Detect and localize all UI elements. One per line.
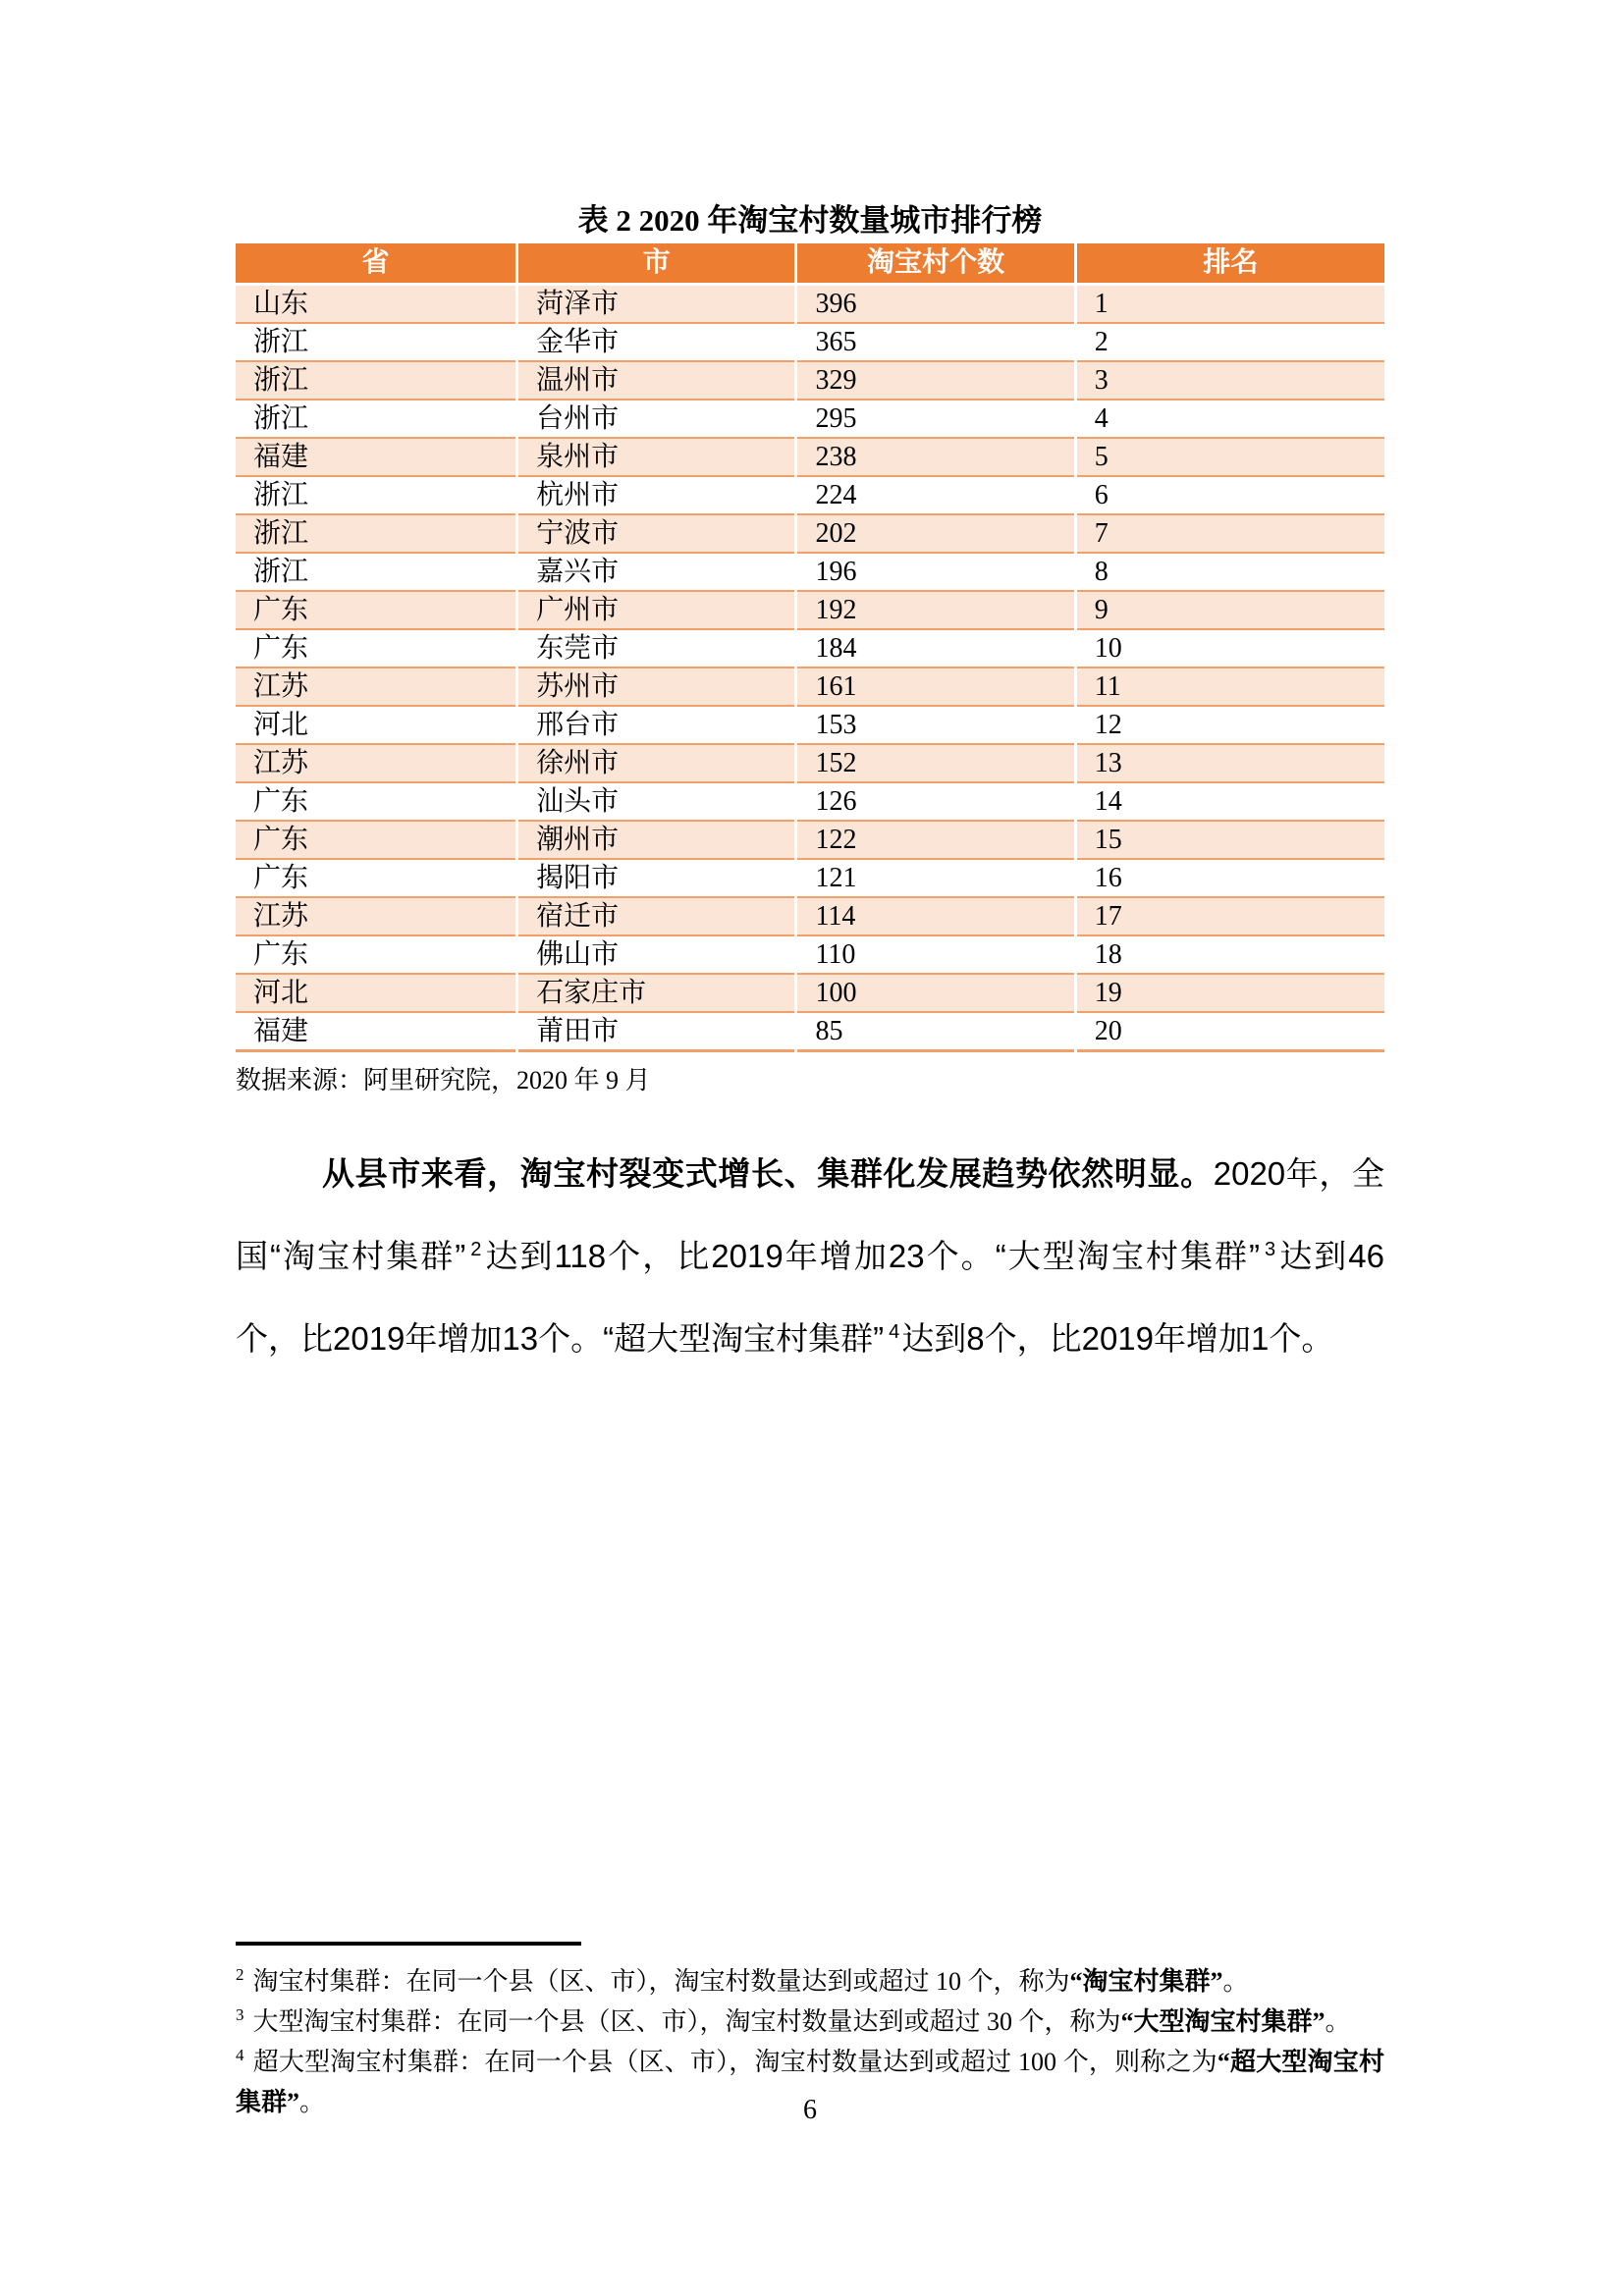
cell-rank: 13 [1075,744,1384,782]
cell-count: 238 [796,438,1075,476]
footnote-marker: 2 [236,1965,244,1985]
footnote [236,1961,1384,2002]
footnote-segment: “超大型淘宝村集群” [236,2048,1384,2116]
footnote-marker: 4 [236,2046,244,2065]
footnote-segment: 。 [1325,2007,1351,2036]
cell-rank: 10 [1075,629,1384,667]
cell-rank: 2 [1075,323,1384,361]
table-row [236,476,1384,514]
footnote-marker: 3 [236,2005,244,2025]
paragraph-segment: 达到8个，比2019年增加1个。 [901,1320,1334,1357]
cell-count: 365 [796,323,1075,361]
paragraph-footnote-ref: 4 [889,1321,900,1343]
cell-count: 396 [796,285,1075,324]
footnote-segment: 超大型淘宝村集群：在同一个县（区、市），淘宝村数量达到或超过 100 个，则称之为 [252,2048,1217,2076]
cell-province: 浙江 [236,476,517,514]
cell-rank: 15 [1075,821,1384,859]
table-container [236,243,1384,1052]
table-row [236,1012,1384,1051]
cell-rank: 8 [1075,553,1384,591]
footnote-segment: 大型淘宝村集群：在同一个县（区、市），淘宝村数量达到或超过 30 个，称为 [252,2007,1121,2036]
cell-rank: 20 [1075,1012,1384,1051]
cell-count: 85 [796,1012,1075,1051]
footnote [236,2002,1384,2042]
body-paragraph [236,1133,1384,1380]
cell-count: 329 [796,361,1075,400]
paragraph-segment: 达到118个，比2019年增加23个。“大型淘宝村集群” [483,1238,1261,1274]
cell-rank: 16 [1075,859,1384,897]
page-number: 6 [803,2095,817,2125]
table-row [236,438,1384,476]
cell-count: 224 [796,476,1075,514]
table-row [236,285,1384,324]
table-row [236,323,1384,361]
column-header-province: 省 [236,243,517,285]
table-row [236,629,1384,667]
table-row [236,744,1384,782]
cell-city: 石家庄市 [517,974,796,1012]
cell-province: 广东 [236,859,517,897]
cell-city: 潮州市 [517,821,796,859]
table-row [236,706,1384,744]
cell-province: 浙江 [236,400,517,438]
cell-province: 福建 [236,438,517,476]
cell-city: 宿迁市 [517,897,796,935]
table-row [236,935,1384,974]
table-row [236,514,1384,553]
table-header-row [236,243,1384,285]
cell-count: 126 [796,782,1075,821]
cell-city: 台州市 [517,400,796,438]
cell-province: 浙江 [236,323,517,361]
cell-city: 莆田市 [517,1012,796,1051]
cell-count: 295 [796,400,1075,438]
taobao-village-city-ranking-table [236,243,1384,1052]
cell-count: 110 [796,935,1075,974]
cell-count: 196 [796,553,1075,591]
cell-province: 广东 [236,629,517,667]
table-row [236,591,1384,629]
cell-city: 苏州市 [517,667,796,706]
cell-rank: 14 [1075,782,1384,821]
cell-city: 汕头市 [517,782,796,821]
cell-province: 浙江 [236,553,517,591]
cell-rank: 3 [1075,361,1384,400]
cell-rank: 12 [1075,706,1384,744]
cell-province: 浙江 [236,361,517,400]
cell-count: 121 [796,859,1075,897]
cell-rank: 1 [1075,285,1384,324]
cell-count: 202 [796,514,1075,553]
cell-rank: 17 [1075,897,1384,935]
column-header-city: 市 [517,243,796,285]
cell-rank: 7 [1075,514,1384,553]
cell-city: 泉州市 [517,438,796,476]
data-source-note: 数据来源：阿里研究院，2020 年 9 月 [236,1066,651,1095]
table-row [236,667,1384,706]
cell-count: 114 [796,897,1075,935]
cell-count: 122 [796,821,1075,859]
cell-province: 广东 [236,591,517,629]
cell-rank: 19 [1075,974,1384,1012]
footnote-segment: “淘宝村集群” [1069,1967,1223,1996]
table-row [236,361,1384,400]
cell-province: 河北 [236,706,517,744]
cell-rank: 6 [1075,476,1384,514]
cell-province: 福建 [236,1012,517,1051]
cell-city: 杭州市 [517,476,796,514]
cell-rank: 5 [1075,438,1384,476]
table-row [236,974,1384,1012]
footnote-segment: 。 [299,2088,326,2116]
cell-province: 江苏 [236,667,517,706]
paragraph-footnote-ref: 2 [470,1239,482,1260]
footnote-separator-line [236,1942,581,1946]
paragraph-segment: 达到46个，比2019年增加13个。“超大型淘宝村集群” [236,1238,1384,1357]
column-header-count: 淘宝村个数 [796,243,1075,285]
paragraph-segment: 2020年，全国“淘宝村集群” [236,1155,1385,1274]
cell-province: 浙江 [236,514,517,553]
cell-count: 161 [796,667,1075,706]
cell-province: 广东 [236,821,517,859]
paragraph-footnote-ref: 3 [1265,1239,1276,1260]
cell-city: 揭阳市 [517,859,796,897]
table-title: 表 2 2020 年淘宝村数量城市排行榜 [577,203,1043,238]
cell-province: 江苏 [236,744,517,782]
cell-count: 192 [796,591,1075,629]
cell-province: 广东 [236,782,517,821]
cell-city: 宁波市 [517,514,796,553]
cell-province: 江苏 [236,897,517,935]
footnote-segment: 。 [1222,1967,1249,1996]
footnote-segment: “大型淘宝村集群” [1120,2007,1325,2036]
table-row [236,553,1384,591]
table-row [236,859,1384,897]
cell-city: 邢台市 [517,706,796,744]
cell-count: 152 [796,744,1075,782]
footnote-segment: 淘宝村集群：在同一个县（区、市），淘宝村数量达到或超过 10 个，称为 [252,1967,1070,1996]
cell-city: 嘉兴市 [517,553,796,591]
table-row [236,821,1384,859]
cell-province: 河北 [236,974,517,1012]
column-header-rank: 排名 [1075,243,1384,285]
table-row [236,782,1384,821]
cell-count: 100 [796,974,1075,1012]
cell-city: 东莞市 [517,629,796,667]
cell-city: 佛山市 [517,935,796,974]
paragraph-segment: 从县市来看，淘宝村裂变式增长、集群化发展趋势依然明显。 [322,1155,1214,1192]
cell-city: 徐州市 [517,744,796,782]
cell-city: 菏泽市 [517,285,796,324]
cell-city: 广州市 [517,591,796,629]
cell-city: 金华市 [517,323,796,361]
table-row [236,897,1384,935]
cell-rank: 18 [1075,935,1384,974]
cell-rank: 4 [1075,400,1384,438]
cell-city: 温州市 [517,361,796,400]
cell-province: 山东 [236,285,517,324]
table-row [236,400,1384,438]
cell-province: 广东 [236,935,517,974]
cell-count: 153 [796,706,1075,744]
cell-count: 184 [796,629,1075,667]
cell-rank: 9 [1075,591,1384,629]
cell-rank: 11 [1075,667,1384,706]
